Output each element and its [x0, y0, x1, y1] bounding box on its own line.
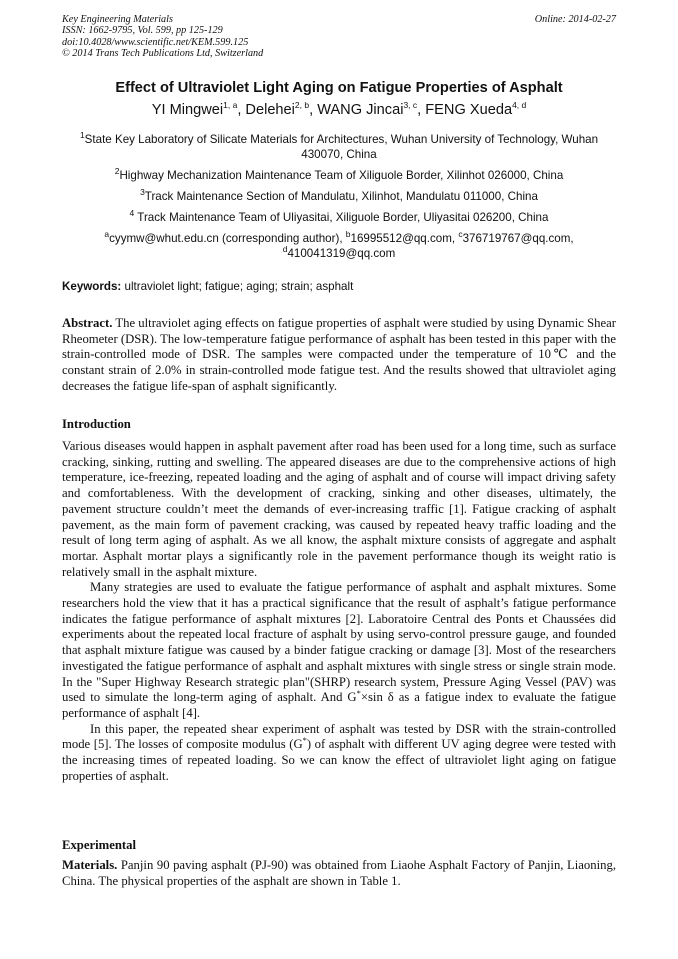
paragraph: Various diseases would happen in asphalt pavement after road has been used for a long time, such as surface cracking, sinking, rutting and swelling. The appeared diseases are due to the comprehensive actions of high temperature, ice-freezing, repeated loading and the aging of asphalt and of course will impact driving safety and comfortableness. With the development of cracking, sinking and other diseases, ultimately, the pavement structure couldn’t meet the demands of ever-increasing traffic [1]. Fatigue cracking of asphalt pavement, as the main form of pavement cracking, was caused by repeated heavy traffic loading and the result of long term aging of asphalt. As we all know, the asphalt mixture consists of aggregate and asphalt mortar. Asphalt mortar plays a significantly role in the pavement performance though its weight ratio is relatively small in the asphalt mixture.: [62, 439, 616, 579]
journal-name: Key Engineering Materials: [62, 14, 173, 25]
doi-line: doi:10.4028/www.scientific.net/KEM.599.125: [62, 36, 249, 48]
affiliation-text: Highway Mechanization Maintenance Team of Xiliguole Border, Xilinhot 026000, China: [119, 169, 564, 182]
copyright-line: © 2014 Trans Tech Publications Ltd, Switzerland: [62, 48, 264, 60]
keywords-label: Keywords:: [62, 280, 122, 293]
affiliation-number: 1: [79, 130, 85, 141]
online-date: Online: 2014-02-27: [534, 14, 616, 25]
email-marker: d: [282, 244, 288, 255]
author-superscript: 2, b: [294, 100, 310, 111]
email-address[interactable]: 410041319@qq.com: [287, 247, 396, 260]
affiliation-number: 2: [114, 166, 120, 177]
materials-text: Panjin 90 paving asphalt (PJ-90) was obtained from Liaohe Asphalt Factory of Panjin, Liaoning, China. The physical properties of the asphalt are shown in Table 1.: [62, 858, 616, 888]
superscript-star: *: [356, 688, 361, 699]
affiliation: [70, 168, 608, 183]
superscript-star: *: [302, 735, 307, 746]
affiliation-text: Track Maintenance Team of Uliyasitai, Xiliguole Border, Uliyasitai 026200, China: [134, 211, 549, 224]
abstract-text: The ultraviolet aging effects on fatigue properties of asphalt were studied by using Dynamic Shear Rheometer (DSR). The low-temperature fatigue performance of asphalt has been tested in this paper with the strain-controlled mode of DSR. The samples were compacted under the temperature of 10℃ and the constant strain of 2.0% in strain-controlled mode fatigue test. And the results showed that ultraviolet aging decreases the fatigue life-span of asphalt significantly.: [62, 316, 616, 393]
email-address[interactable]: 376719767@qq.com,: [462, 232, 574, 245]
email-list: [70, 231, 608, 261]
author-name: YI Mingwei: [151, 102, 224, 118]
affiliation: [70, 210, 608, 225]
affiliation-number: 3: [140, 187, 145, 198]
materials-label: Materials.: [62, 858, 118, 872]
author-list: [62, 102, 616, 118]
journal-header: [62, 14, 616, 60]
paragraph-text: Many strategies are used to evaluate the fatigue performance of asphalt and asphalt mixtures. Some researchers hold the view that it has a practical significance that the result of asphalt’s fatigue performance indicates the fatigue performance of asphalt mixtures [2]. Laboratoire Central des Ponts et Chaussées did experiments about the repeated local fracture of asphalt by using servo-control pressure gauge, and founded that asphalt mixture fatigue was caused by a binder fatigue cracking or damage [3]. Most of the researchers investigated the fatigue performance of asphalt and asphalt mixtures with single stress or single strain mode. In the "Super Highway Research strategic plan"(SHRP) research system, Pressure Aging Vessel (PAV) was used to simulate the long-term aging of asphalt. And G: [62, 580, 616, 705]
affiliation-text: State Key Laboratory of Silicate Materials for Architectures, Wuhan University of Technology, Wuhan 430070, China: [84, 133, 599, 161]
issn-line: ISSN: 1662-9795, Vol. 599, pp 125-129: [62, 25, 223, 37]
email-address[interactable]: cyymw@whut.edu.cn (corresponding author),: [109, 232, 346, 245]
affiliation-text: Track Maintenance Section of Mandulatu, Xilinhot, Mandulatu 011000, China: [144, 190, 538, 203]
email-address[interactable]: 16995512@qq.com,: [350, 232, 459, 245]
author-name: FENG Xueda: [425, 102, 513, 118]
section-heading-experimental: Experimental: [62, 838, 137, 852]
abstract-label: Abstract.: [62, 316, 113, 330]
keywords-line: [62, 280, 616, 293]
introduction-body: [62, 439, 616, 784]
affiliation-list: [70, 132, 608, 261]
email-marker: a: [104, 229, 110, 240]
affiliation: [70, 189, 608, 204]
section-heading-introduction: Introduction: [62, 417, 131, 431]
author-superscript: 3, c: [403, 100, 418, 111]
abstract: [62, 316, 616, 395]
affiliation-number: 4: [129, 208, 135, 219]
author-name: WANG Jincai: [317, 102, 404, 118]
paper-title: Effect of Ultraviolet Light Aging on Fatigue Properties of Asphalt: [115, 80, 563, 96]
paragraph-text: ×sin δ as a fatigue index to evaluate the fatigue performance of asphalt [4].: [62, 690, 616, 720]
keywords-text: ultraviolet light; fatigue; aging; strain; asphalt: [121, 280, 354, 293]
email-marker: c: [458, 229, 463, 240]
affiliation: [70, 132, 608, 162]
author-separator: ,: [417, 102, 426, 118]
author-separator: ,: [309, 102, 318, 118]
paragraph: [62, 722, 616, 785]
author-superscript: 1, a: [223, 100, 238, 111]
paragraph-text: ) of asphalt with different UV aging degree were tested with the increasing times of repeated loading. So we can know the effect of ultraviolet light aging on fatigue properties of asphalt.: [62, 737, 616, 783]
author-name: Delehei: [245, 102, 295, 118]
author-superscript: 4, d: [512, 100, 527, 111]
materials-paragraph: [62, 858, 616, 889]
paragraph-text: In this paper, the repeated shear experiment of asphalt was tested by DSR with the strain-controlled mode [5]. The losses of composite modulus (G: [62, 721, 616, 752]
email-marker: b: [345, 229, 351, 240]
paragraph: [62, 580, 616, 721]
author-separator: ,: [237, 102, 246, 118]
